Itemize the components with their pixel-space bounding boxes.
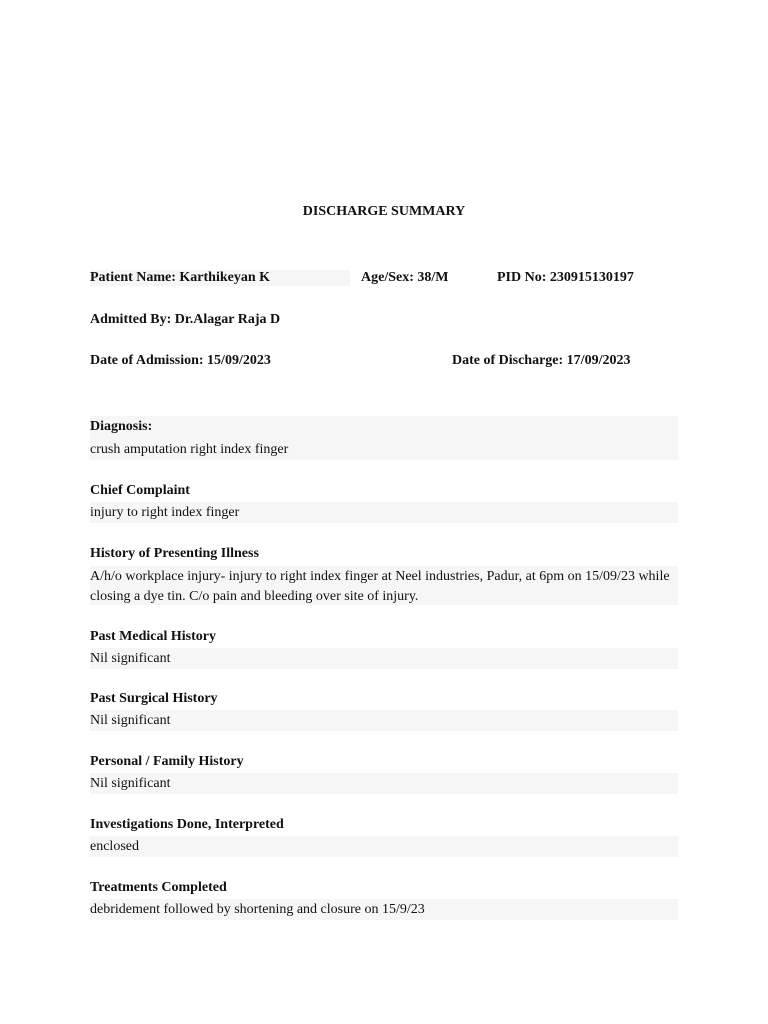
section-heading-past-surgical-history: Past Surgical History [90, 691, 218, 706]
section-body-treatments-completed: debridement followed by shortening and closure on 15/9/23 [90, 899, 678, 920]
section-heading-diagnosis: Diagnosis: [90, 416, 678, 439]
section-heading-past-medical-history: Past Medical History [90, 629, 216, 644]
date-of-admission: Date of Admission: 15/09/2023 [90, 353, 271, 368]
section-heading-investigations: Investigations Done, Interpreted [90, 817, 284, 832]
section-body-past-medical-history: Nil significant [90, 648, 678, 669]
date-of-discharge: Date of Discharge: 17/09/2023 [452, 353, 631, 368]
section-heading-personal-family-history: Personal / Family History [90, 754, 244, 769]
section-body-chief-complaint: injury to right index finger [90, 502, 678, 523]
section-body-personal-family-history: Nil significant [90, 773, 678, 794]
section-body-past-surgical-history: Nil significant [90, 710, 678, 731]
patient-id: PID No: 230915130197 [497, 270, 634, 285]
section-heading-chief-complaint: Chief Complaint [90, 483, 190, 498]
section-body-history-presenting-illness: A/h/o workplace injury- injury to right index finger at Neel industries, Padur, at 6pm on 15/09/23 while closing a dye tin. C/o pain and bleeding over site of injury. [90, 566, 678, 605]
patient-name: Patient Name: Karthikeyan K [90, 270, 350, 286]
section-heading-history-presenting-illness: History of Presenting Illness [90, 546, 259, 561]
section-body-investigations: enclosed [90, 836, 678, 857]
document-title: DISCHARGE SUMMARY [302, 204, 466, 219]
section-heading-treatments-completed: Treatments Completed [90, 880, 227, 895]
age-sex: Age/Sex: 38/M [361, 270, 449, 285]
admitted-by: Admitted By: Dr.Alagar Raja D [90, 312, 281, 327]
section-body-diagnosis: crush amputation right index finger [90, 439, 678, 460]
